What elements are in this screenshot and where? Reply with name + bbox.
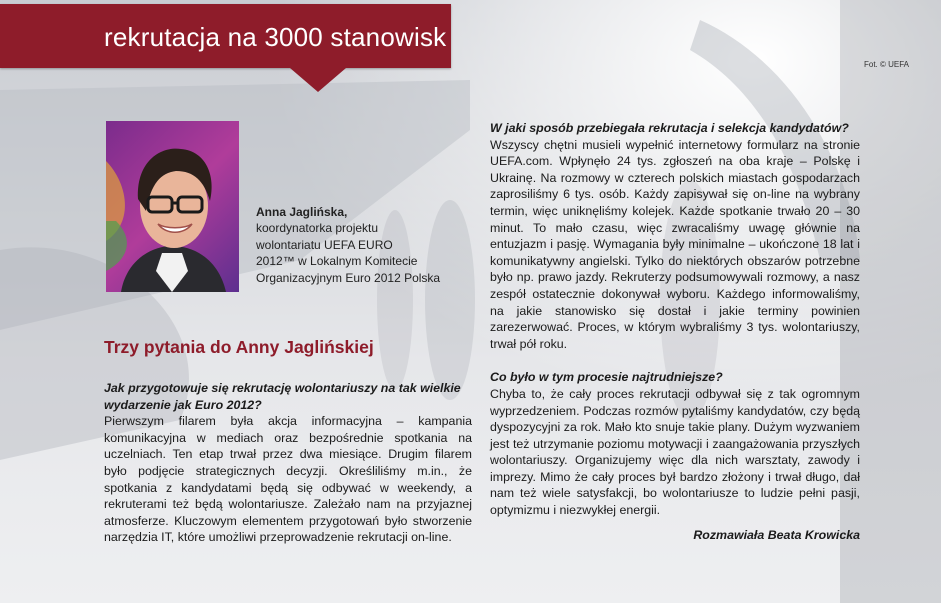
person-role-line: 2012™ w Lokalnym Komitecie <box>256 254 418 269</box>
person-caption <box>256 204 476 286</box>
photo-credit: Fot. © UEFA <box>863 60 909 69</box>
page-title: rekrutacja na 3000 stanowisk <box>104 22 447 52</box>
answer-3: Chyba to, że cały proces rekrutacji odbywał się z tak ogromnym wyprzedzeniem. Podczas rozmów pytaliśmy kandydatów, czy będą dyspozycyjni za rok. Mało kto snuje takie plany. Dużym wyzwaniem jest też utrzymanie poziomu motywacji i zaangażowania przyszłych wolontariuszy. Organizujemy więc dla nich warsztaty, zawody i imprezy. Mimo że cały proces był bardzo złożony i trwał długo, dał nam też wiele satysfakcji, bo wolontariusze to ludzie pełni pasji, optymizmu i niezwykłej energii. <box>490 386 860 518</box>
person-role-line: koordynatorka projektu <box>256 221 379 236</box>
header-banner <box>0 4 451 68</box>
right-column <box>490 120 860 543</box>
question-2: W jaki sposób przebiegała rekrutacja i selekcja kandydatów? <box>490 121 849 135</box>
answer-2: Wszyscy chętni musieli wypełnić internetowy formularz na stronie UEFA.com. Wpłynęło 24 tys. zgłoszeń na oba kraje – Polskę i Ukrainę. Na rozmowy w czterech polskich miastach gospodarzach zaprosiliśmy 6 tys. osób. Każdy zapisywał się on-line na wybrany termin, więc uniknęliśmy kolejek. Każde spotkanie trwało 20 – 30 minut. To mało czasu, więc zwracaliśmy uwagę głównie na entuzjazm i pasję. Wymagania były minimalne – ukończone 18 lat i komunikatywny angielski. Tylko do niektórych obszarów potrzebne było np. prawo jazdy. Rekruterzy podsumowywali rozmowy, a nasz zespół ostatecznie dokonywał wyboru. Każdego informowaliśmy, na jakie stanowisko się dostał i jakie terminy powinien zarezerwować. Proces, w którym wybraliśmy 3 tys. wolontariuszy, trwał pół roku. <box>490 137 860 351</box>
question-1: Jak przygotowuje się rekrutację wolontariuszy na tak wielkie wydarzenie jak Euro 2012? <box>104 381 461 412</box>
left-column <box>104 380 472 546</box>
paragraph-gap <box>490 352 860 369</box>
person-role-line: wolontariatu UEFA EURO <box>256 237 393 252</box>
person-name: Anna Jaglińska, <box>256 205 348 219</box>
section-title: Trzy pytania do Anny Jaglińskiej <box>104 337 374 357</box>
portrait-photo <box>106 121 239 292</box>
person-role-line: Organizacyjnym Euro 2012 Polska <box>256 270 441 285</box>
interviewer-signature: Rozmawiała Beata Krowicka <box>693 527 860 542</box>
header-banner-notch <box>290 68 346 92</box>
question-3: Co było w tym procesie najtrudniejsze? <box>490 370 723 385</box>
portrait-illustration <box>106 121 239 292</box>
answer-1: Pierwszym filarem była akcja informacyjna – kampania komunikacyjna w mediach oraz bezpośrednie spotkania na uczelniach. Ten etap trwał przez dwa miesiące. Drugim filarem było podjęcie strategicznych decyzji. Określiliśmy m.in., że spotkania z kandydatami będą się odbywać w weekendy, a rekruterami też będą wolontariusze. Zależało nam na przyjaznej atmosferze. Kluczowym elementem przygotowań było stworzenie narzędzia IT, które umożliwi przeprowadzenie rekrutacji on-line. <box>104 414 472 545</box>
